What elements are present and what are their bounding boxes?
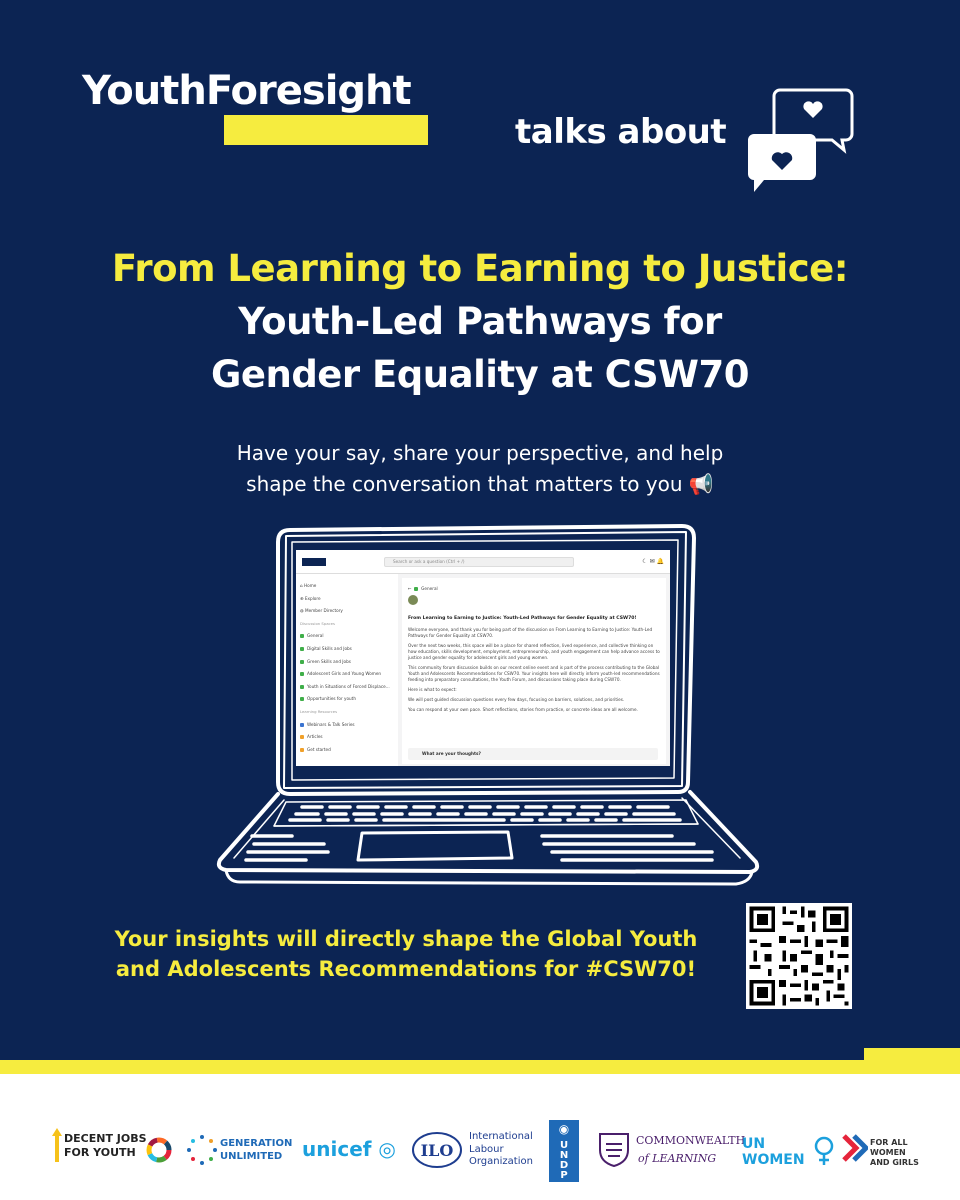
sidebar-item-resource[interactable]: Articles: [300, 731, 394, 744]
sidebar-item-space[interactable]: Youth in Situations of Forced Displace...: [300, 681, 394, 694]
space-icon: [300, 697, 304, 701]
post-paragraph: You can respond at your own pace. Short reflections, stories from practice, or concrete ideas are all welcome.: [408, 707, 638, 712]
article-icon: [300, 735, 304, 739]
headline-line-3: Gender Equality at CSW70: [211, 353, 749, 396]
sidebar-item-home[interactable]: ⌂ Home: [300, 583, 317, 588]
post-paragraph: Welcome everyone, and thank you for being part of the discussion on From Learning to Earning to Justice: Youth-Led Pathways for Gender Equality at CSW70.: [408, 627, 653, 638]
logo-text: YouthForesight: [82, 68, 411, 114]
video-icon: [300, 723, 304, 727]
space-icon: [300, 660, 304, 664]
undp-logo: ◉ U N D P: [549, 1120, 579, 1182]
call-to-action: [86, 924, 726, 984]
sidebar-item-space[interactable]: Digital Skills and Jobs: [300, 643, 394, 656]
unicef-logo: unicef ◎: [302, 1137, 396, 1161]
commonwealth-of-learning-logo: COMMONWEALTH of LEARNING: [598, 1132, 738, 1172]
decent-jobs-for-youth-logo: DECENT JOBS FOR YOUTH: [52, 1126, 182, 1166]
space-icon: [300, 647, 304, 651]
space-icon: [414, 587, 418, 591]
ilo-emblem-icon: [410, 1130, 464, 1170]
generation-unlimited-logo: GENERATION UNLIMITED: [186, 1134, 286, 1170]
post-header: [408, 586, 660, 591]
headline-line-2: Youth-Led Pathways for: [238, 300, 722, 343]
sidebar-item-member-directory[interactable]: ◍ Member Directory: [300, 608, 343, 614]
un-women-logo: UN WOMEN: [742, 1134, 838, 1170]
forum-topbar: [296, 550, 670, 574]
cta-line-2: and Adolescents Recommendations for #CSW70!: [115, 957, 697, 981]
forum-search-input[interactable]: Search or ask a question (Ctrl + /): [384, 557, 574, 567]
subtitle-line-2: shape the conversation that matters to you 📢: [246, 472, 714, 496]
forum-topbar-icons: ☾ ✉ 🔔: [642, 558, 664, 565]
reply-input[interactable]: What are your thoughts?: [408, 748, 658, 760]
space-icon: [300, 672, 304, 676]
rocket-icon: [300, 748, 304, 752]
post-paragraph: Here is what to expect:: [408, 687, 457, 692]
post-paragraph: We will post guided discussion questions every few days, focusing on barriers, solutions, and priorities.: [408, 697, 625, 702]
avatar: [408, 595, 418, 605]
forum-screenshot: [296, 550, 670, 766]
forum-sidebar: [296, 574, 398, 766]
post-paragraph: Over the next two weeks, this space will be a place for shared reflection, lived experience, and collective thinking on how education, skills development, employment, entrepreneurship, and youth engagement can help advance access to justice and gender equality for adolescent girls and young women.: [408, 643, 660, 660]
sidebar-item-space[interactable]: Opportunities for youth: [300, 693, 394, 706]
un-women-emblem-icon: [812, 1136, 836, 1166]
forum-logo: [302, 558, 326, 566]
sidebar-item-space[interactable]: Green Skills and Jobs: [300, 656, 394, 669]
post-title: From Learning to Earning to Justice: Youth-Led Pathways for Gender Equality at CSW70!: [408, 616, 637, 621]
forum-post: [402, 578, 666, 764]
space-icon: [300, 634, 304, 638]
post-channel: General: [421, 586, 438, 591]
back-arrow-icon[interactable]: ←: [408, 586, 415, 591]
un-emblem-icon: ◉: [558, 1122, 570, 1136]
sidebar-item-space[interactable]: Adolescent Girls and Young Women: [300, 668, 394, 681]
col-shield-icon: [598, 1132, 630, 1168]
yellow-band-step: [864, 1048, 960, 1074]
post-paragraph: This community forum discussion builds on our recent online event and is part of the process contributing to the Global Youth and Adolescents Recommendations for CSW70. Your insights here will directly inform youth-led recommendations feeding into preparatory consultations, the Youth Forum, and discussions taking place during CSW70.: [408, 665, 660, 682]
arrows-icon: [842, 1132, 868, 1164]
subtitle-line-1: Have your say, share your perspective, and help: [236, 441, 724, 465]
space-icon: [300, 685, 304, 689]
for-all-women-and-girls-logo: FOR ALL WOMEN AND GIRLS: [842, 1132, 932, 1168]
globe-icon: ◍: [300, 608, 305, 614]
headline: [60, 242, 900, 401]
sidebar-item-space[interactable]: General: [300, 630, 394, 643]
qr-code[interactable]: [746, 903, 852, 1009]
sidebar-section-resources: Learning Resources: [300, 708, 338, 714]
partner-logos: [0, 1074, 960, 1200]
yellow-band: [0, 1060, 864, 1074]
svg-text:ILO: ILO: [420, 1141, 454, 1160]
dotted-circle-icon: [186, 1134, 218, 1166]
unicef-emblem-icon: ◎: [371, 1137, 396, 1161]
sidebar-item-resource[interactable]: Webinars & Talk Series: [300, 719, 394, 732]
home-icon: ⌂: [300, 583, 304, 588]
ilo-logo: ILO International Labour Organization: [410, 1130, 544, 1170]
cta-line-1: Your insights will directly shape the Global Youth: [114, 927, 698, 951]
logo-underline-bar: [224, 115, 428, 145]
sidebar-item-explore[interactable]: ⊕ Explore: [300, 595, 321, 601]
sidebar-section-spaces: Discussion Spaces: [300, 620, 335, 626]
headline-line-1: From Learning to Earning to Justice:: [111, 247, 849, 290]
compass-icon: ⊕: [300, 595, 305, 601]
sdg-wheel-icon: [146, 1137, 172, 1163]
sidebar-item-resource[interactable]: Get started: [300, 744, 394, 757]
youthforesight-logo: [82, 68, 432, 148]
arrow-up-icon: [52, 1128, 62, 1162]
subtitle: [150, 438, 810, 500]
talks-about-label: talks about: [515, 112, 727, 152]
speech-bubbles-heart-icon: [742, 86, 856, 196]
